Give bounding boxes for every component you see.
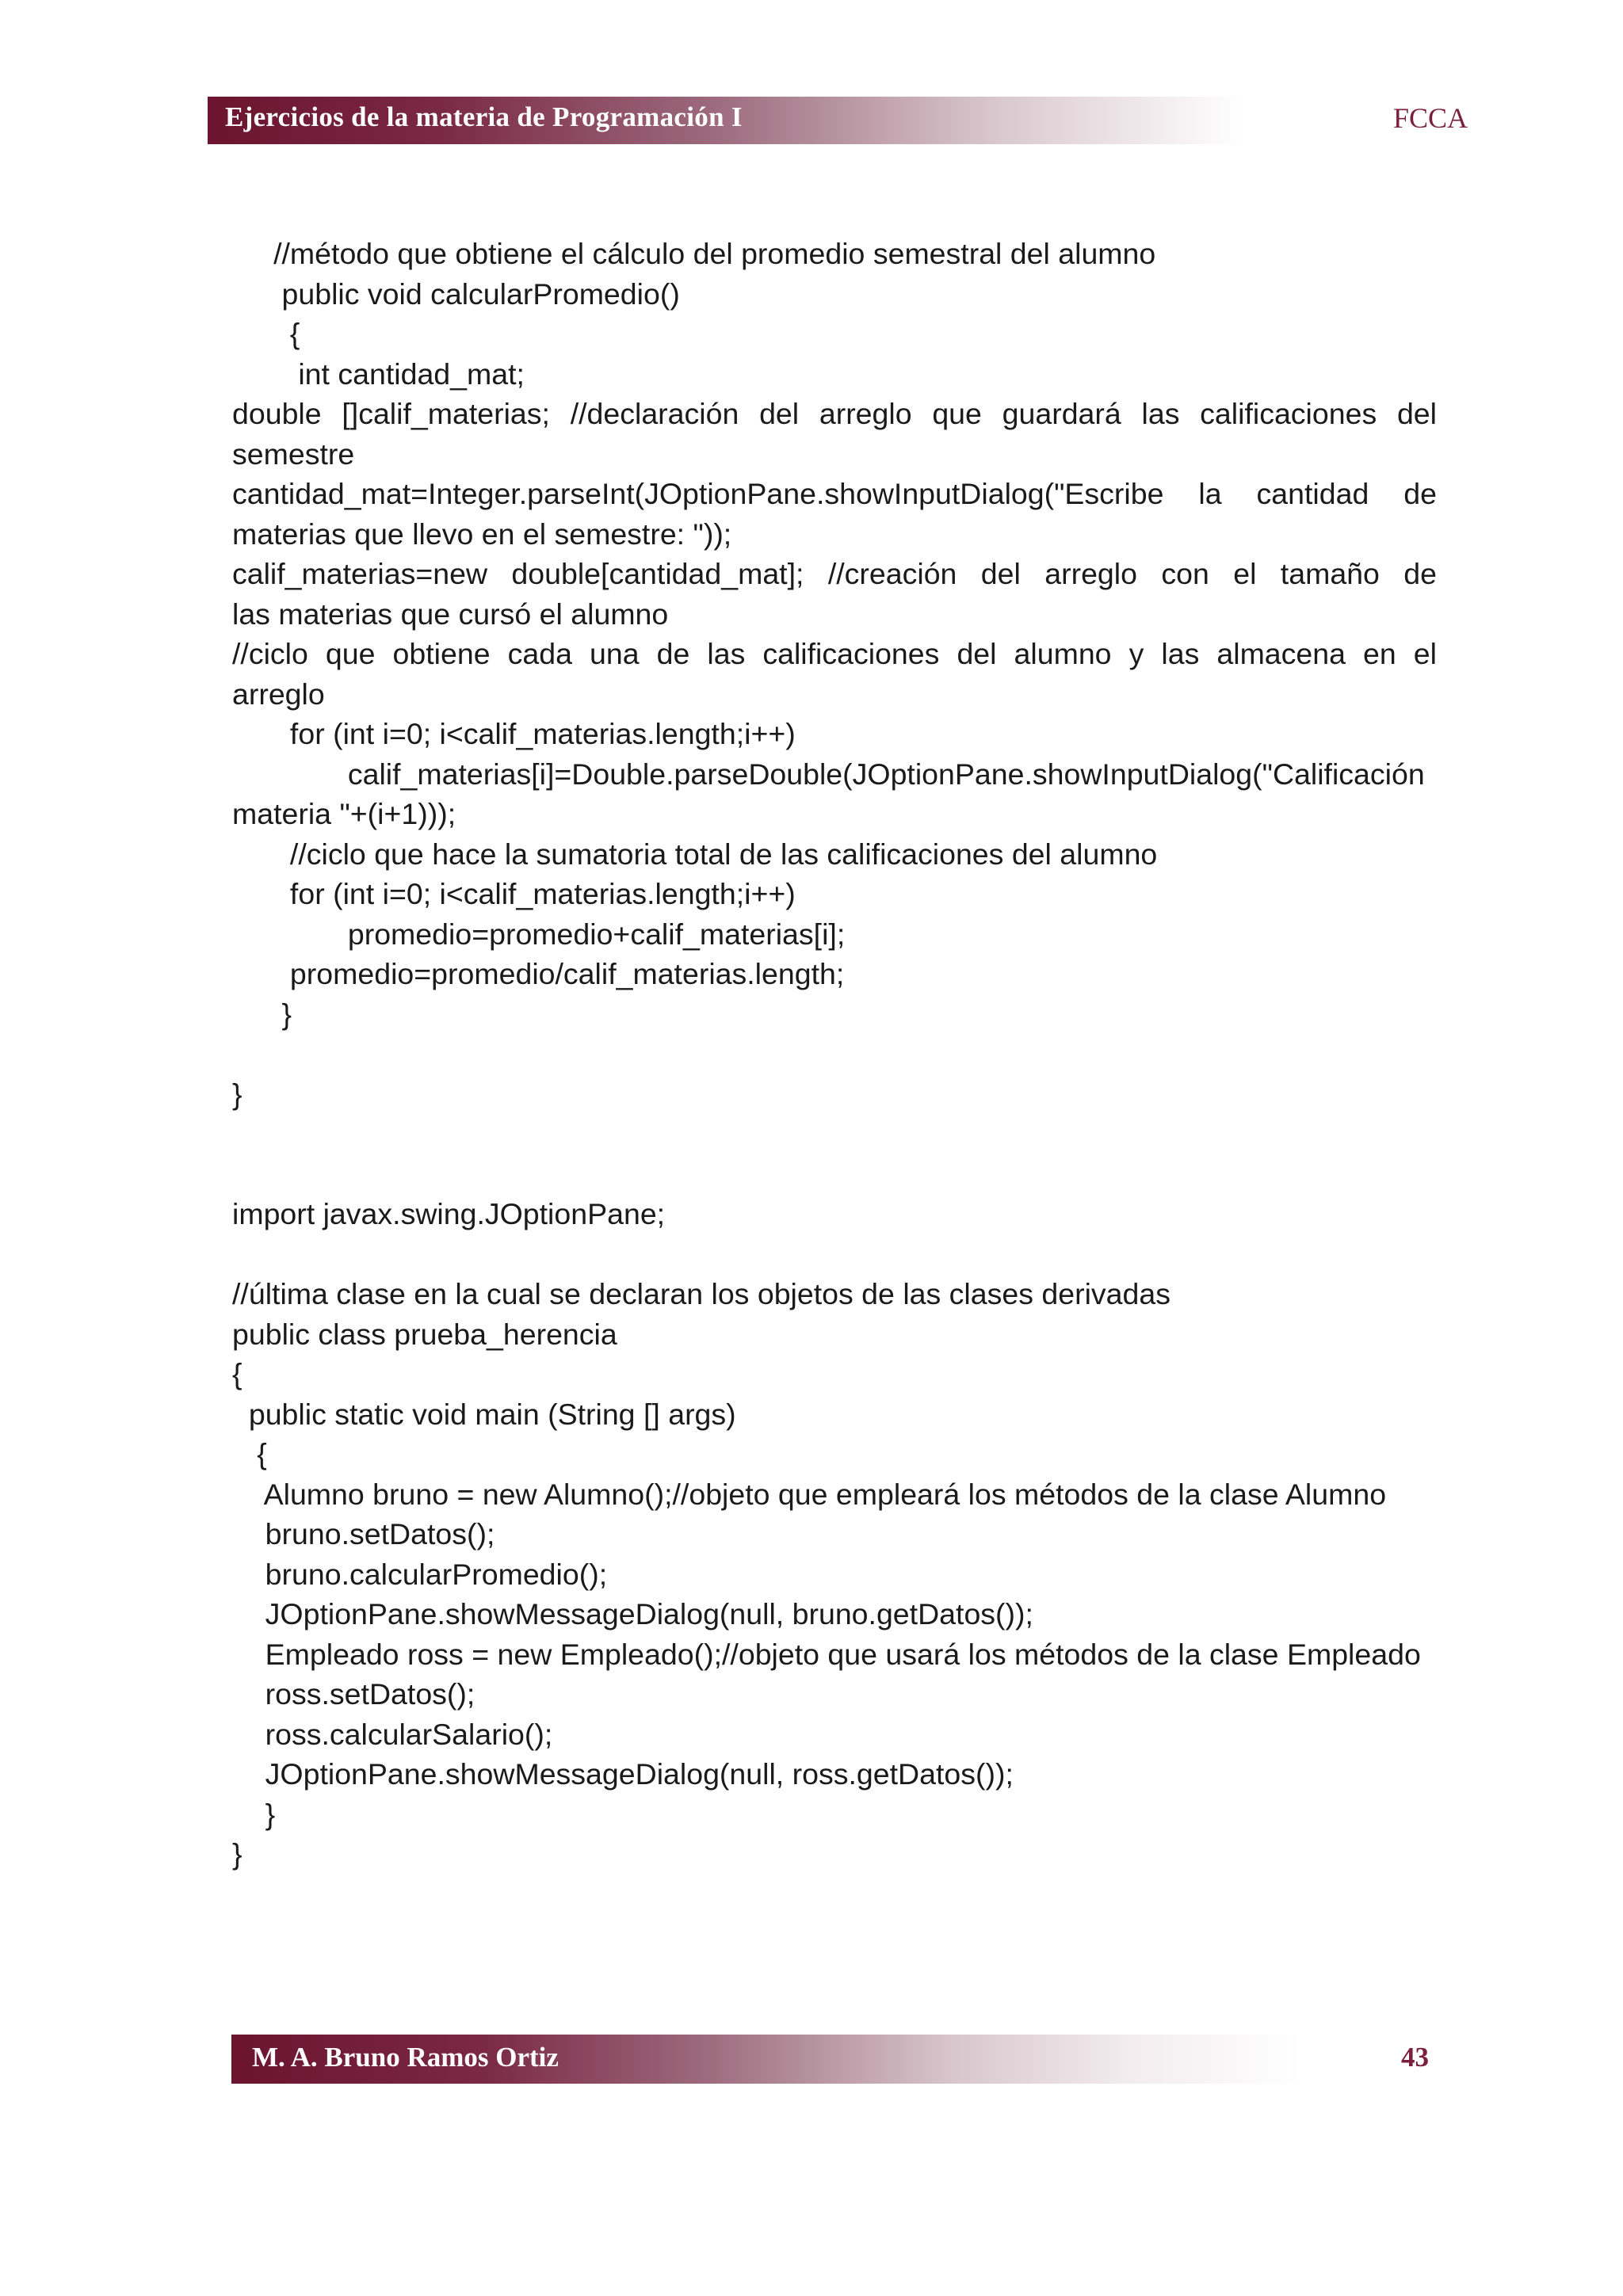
code-line: { [232,1437,267,1470]
code-line: materias que llevo en el semestre: ")); [232,517,732,551]
code-line: materia "+(i+1))); [232,797,456,830]
code-line: double []calif_materias; //declaración del arreglo que guardará las calificaciones del [232,397,1437,430]
code-line: promedio=promedio/calif_materias.length; [232,957,845,990]
footer-author: M. A. Bruno Ramos Ortiz [252,2042,559,2073]
spacer [232,1034,1437,1074]
code-line: //ciclo que obtiene cada una de las calificaciones del alumno y las almacena en el [232,637,1437,670]
code-line: las materias que cursó el alumno [232,597,669,631]
code-line: calif_materias=new double[cantidad_mat]; //creación del arreglo con el tamaño de [232,557,1437,590]
code-line: ross.setDatos(); [232,1677,475,1711]
code-line: //método que obtiene el cálculo del promedio semestral del alumno [232,237,1156,270]
code-line: int cantidad_mat; [232,357,525,391]
code-line: import javax.swing.JOptionPane; [232,1197,666,1230]
code-line: public void calcularPromedio() [232,277,680,311]
header-title: Ejercicios de la materia de Programación I [225,101,743,132]
code-line: Empleado ross = new Empleado();//objeto que usará los métodos de la clase Empleado [232,1637,1421,1671]
code-line: { [232,1357,242,1390]
code-line: { [232,317,300,350]
code-line: } [232,997,292,1031]
code-line: JOptionPane.showMessageDialog(null, bruno.getDatos()); [232,1597,1033,1630]
code-line: Alumno bruno = new Alumno();//objeto que empleará los métodos de la clase Alumno [232,1477,1387,1511]
code-line: calif_materias[i]=Double.parseDouble(JOptionPane.showInputDialog("Calificación [232,757,1425,791]
code-line: JOptionPane.showMessageDialog(null, ross.getDatos()); [232,1757,1014,1791]
code-line: cantidad_mat=Integer.parseInt(JOptionPane.showInputDialog("Escribe la cantidad de [232,477,1437,510]
page-number: 43 [1401,2042,1429,2073]
code-line: //ciclo que hace la sumatoria total de las calificaciones del alumno [232,837,1158,871]
code-line: bruno.setDatos(); [232,1517,495,1550]
spacer [232,1114,1437,1154]
spacer [232,1234,1437,1275]
code-line: ross.calcularSalario(); [232,1717,553,1751]
code-line: semestre [232,437,355,471]
code-line: } [232,1837,242,1871]
header-institution: FCCA [1392,102,1468,134]
code-line: bruno.calcularPromedio(); [232,1557,608,1591]
code-line: for (int i=0; i<calif_materias.length;i++) [232,877,796,910]
code-line: public static void main (String [] args) [232,1397,736,1431]
code-listing [232,234,1437,1875]
code-line: public class prueba_herencia [232,1317,617,1351]
code-line: //última clase en la cual se declaran los objetos de las clases derivadas [232,1277,1170,1310]
code-line: arreglo [232,677,325,711]
code-line: } [232,1797,276,1831]
code-line: } [232,1077,242,1111]
code-line: promedio=promedio+calif_materias[i]; [232,917,846,951]
spacer [232,1154,1437,1195]
code-line: for (int i=0; i<calif_materias.length;i++) [232,717,796,750]
